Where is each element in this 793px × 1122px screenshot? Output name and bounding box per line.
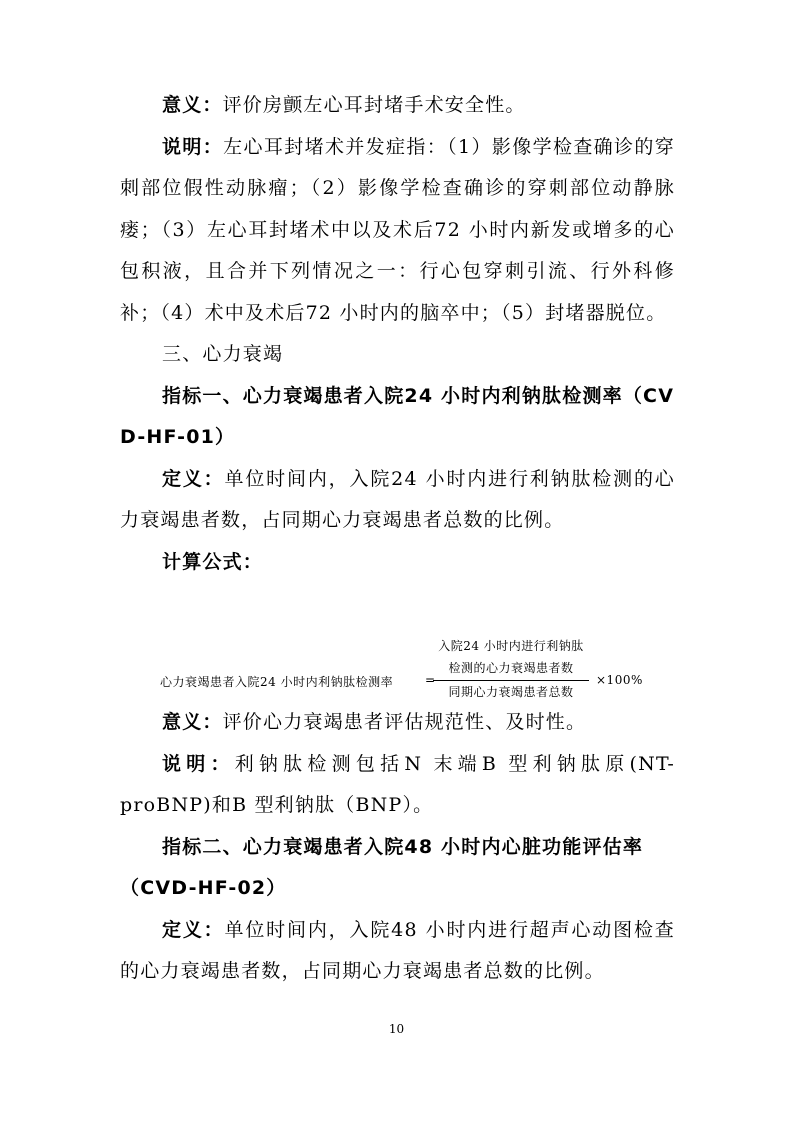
- formula-label: 计算公式：: [162, 550, 264, 573]
- note-paragraph: [120, 127, 675, 335]
- meaning-text: 评价房颤左心耳封堵手术安全性。: [222, 94, 526, 116]
- formula-multiplier: ×100%: [596, 673, 643, 687]
- indicator2-definition: [120, 910, 675, 993]
- indicator1-definition: [120, 459, 675, 542]
- note-text: 利钠肽检测包括N 末端B 型利钠肽原(NT-proBNP)和B 型利钠肽（BNP）。: [120, 752, 675, 816]
- definition-text: 单位时间内，入院48 小时内进行超声心动图检查的心力衰竭患者数，占同期心力衰竭患者总数的比例。: [120, 918, 675, 982]
- note-text: 左心耳封堵术并发症指：（1）影像学检查确诊的穿刺部位假性动脉瘤；（2）影像学检查确诊的穿刺部位动静脉瘘；（3）左心耳封堵术中以及术后72 小时内新发或增多的心包积液，且合并下列情况之一：行心包穿刺引流、行外科修补；（4）术中及术后72 小时内的脑卒中；（5）封堵器脱位。: [120, 135, 675, 324]
- formula-lhs: 心力衰竭患者入院24 小时内利钠肽检测率: [160, 675, 394, 689]
- upper-text: [120, 85, 675, 583]
- definition-text: 单位时间内，入院24 小时内进行利钠肽检测的心力衰竭患者数，占同期心力衰竭患者总数的比例。: [120, 467, 675, 531]
- note-label: 说明：: [162, 752, 235, 775]
- meaning-text: 评价心力衰竭患者评估规范性、及时性。: [222, 711, 587, 733]
- section-heading: 三、心力衰竭: [162, 343, 284, 365]
- indicator1-title: 指标一、心力衰竭患者入院24 小时内利钠肽检测率（CVD-HF-01）: [120, 384, 675, 448]
- lower-text: [120, 702, 675, 993]
- meaning-paragraph: [120, 85, 675, 127]
- formula: [120, 635, 675, 705]
- formula-fraction: [433, 635, 589, 701]
- page-number: 10: [388, 1022, 405, 1036]
- indicator1-meaning: [120, 702, 675, 744]
- formula-numerator-line1: 入院24 小时内进行利钠肽: [438, 639, 584, 653]
- meaning-label: 意义：: [162, 94, 223, 116]
- meaning-label: 意义：: [162, 711, 223, 733]
- formula-equals: =: [425, 673, 436, 687]
- definition-label: 定义：: [162, 918, 225, 941]
- definition-label: 定义：: [162, 467, 225, 490]
- indicator2-title: 指标二、心力衰竭患者入院48 小时内心脏功能评估率（CVD-HF-02）: [120, 835, 644, 899]
- note-label: 说明：: [162, 135, 224, 158]
- formula-denominator: 同期心力衰竭患者总数: [448, 685, 574, 699]
- formula-heading: [120, 542, 675, 584]
- formula-numerator-line2: 检测的心力衰竭患者数: [433, 658, 589, 681]
- indicator1-note: [120, 744, 675, 827]
